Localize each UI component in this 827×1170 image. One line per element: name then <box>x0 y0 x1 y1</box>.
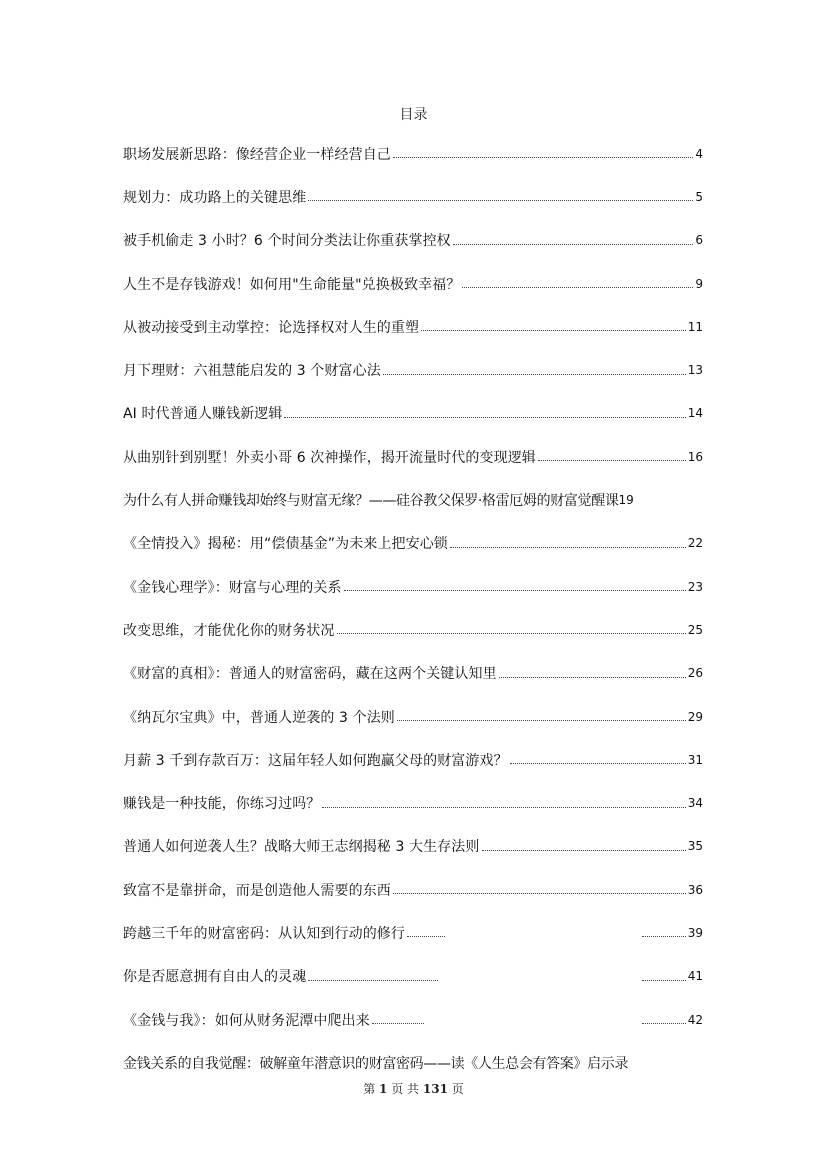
toc-entry[interactable] <box>123 825 703 868</box>
footer-total-pages: 131 <box>422 1082 448 1096</box>
page-footer <box>0 1080 827 1097</box>
toc-entry[interactable] <box>123 652 703 695</box>
toc-entry[interactable] <box>123 522 703 565</box>
toc-entry[interactable] <box>123 305 703 348</box>
toc-entry[interactable] <box>123 435 703 478</box>
toc-dot-leader <box>393 893 686 894</box>
toc-entry-title[interactable]: 赚钱是一种技能，你练习过吗？ <box>123 796 321 813</box>
toc-entry-page: 13 <box>687 363 703 378</box>
toc-entry-title[interactable]: 《纳瓦尔宝典》中，普通人逆袭的 3 个法则 <box>123 709 395 726</box>
toc-dot-leader <box>308 980 438 981</box>
toc-entry[interactable] <box>123 565 703 608</box>
toc-entry-page: 25 <box>687 622 703 637</box>
toc-entry-title[interactable]: 规划力：成功路上的关键思维 <box>123 189 307 206</box>
toc-dot-leader <box>397 720 686 721</box>
toc-entry-title[interactable]: 被手机偷走 3 小时？6 个时间分类法让你重获掌控权 <box>123 233 451 250</box>
toc-dot-leader <box>344 590 686 591</box>
page-title: 目录 <box>399 107 428 123</box>
toc-dot-leader <box>450 547 686 548</box>
toc-entry-title[interactable]: 致富不是靠拼命，而是创造他人需要的东西 <box>123 882 391 899</box>
toc-dot-leader <box>393 157 693 158</box>
toc-entry[interactable] <box>123 262 703 305</box>
toc-entry-title[interactable]: 《金钱心理学》：财富与心理的关系 <box>123 579 342 596</box>
toc-entry-title[interactable]: 你是否愿意拥有自由人的灵魂 <box>123 969 307 986</box>
toc-entry-page: 9 <box>695 276 703 291</box>
toc-entry-page: 35 <box>687 839 703 854</box>
toc-entry[interactable] <box>123 738 703 781</box>
toc-dot-leader <box>642 1023 686 1024</box>
toc-dot-leader <box>308 200 693 201</box>
toc-entry-page: 19 <box>618 493 634 508</box>
toc-entry[interactable] <box>123 1041 703 1084</box>
toc-entry-title[interactable]: 《金钱与我》：如何从财务泥潭中爬出来 <box>123 1012 370 1029</box>
toc-dot-leader <box>462 287 693 288</box>
toc-dot-leader <box>642 980 686 981</box>
footer-current-page: 1 <box>379 1082 388 1096</box>
toc-entry-title[interactable]: 月下理财：六祖慧能启发的 3 个财富心法 <box>123 363 381 380</box>
footer-suffix: 页 <box>451 1082 464 1096</box>
toc-entry-page: 39 <box>687 925 703 940</box>
toc-entry-page: 23 <box>687 579 703 594</box>
toc-dot-leader <box>372 1023 424 1024</box>
toc-dot-leader <box>538 460 686 461</box>
toc-entry[interactable] <box>123 695 703 738</box>
toc-entry-page: 11 <box>687 319 703 334</box>
toc-dot-leader <box>383 374 686 375</box>
toc-entry-page: 41 <box>687 969 703 984</box>
toc-entry[interactable] <box>123 955 703 998</box>
toc-entry[interactable] <box>123 911 703 954</box>
table-of-contents <box>123 132 703 1085</box>
toc-entry-page: 22 <box>687 536 703 551</box>
toc-entry[interactable] <box>123 781 703 824</box>
footer-prefix: 第 <box>363 1082 376 1096</box>
toc-entry-title[interactable]: 人生不是存钱游戏！如何用"生命能量"兑换极致幸福？ <box>123 276 461 293</box>
toc-entry-title[interactable]: 改变思维，才能优化你的财务状况 <box>123 622 335 639</box>
toc-entry-page: 31 <box>687 752 703 767</box>
toc-entry-page: 36 <box>687 882 703 897</box>
toc-entry-title[interactable]: 跨越三千年的财富密码：从认知到行动的修行 <box>123 925 405 942</box>
toc-entry[interactable] <box>123 132 703 175</box>
toc-entry-title[interactable]: 月薪 3 千到存款百万：这届年轻人如何跑赢父母的财富游戏？ <box>123 752 508 769</box>
toc-entry[interactable] <box>123 348 703 391</box>
footer-middle: 页 共 <box>391 1082 420 1096</box>
toc-dot-leader <box>453 244 694 245</box>
toc-entry-page: 6 <box>695 233 703 248</box>
toc-entry-title[interactable]: 从被动接受到主动掌控：论选择权对人生的重塑 <box>123 319 420 336</box>
toc-entry-page: 29 <box>687 709 703 724</box>
toc-dot-leader <box>421 330 686 331</box>
toc-entry-title[interactable]: 《财富的真相》：普通人的财富密码，藏在这两个关键认知里 <box>123 666 497 683</box>
toc-entry-page: 14 <box>687 406 703 421</box>
toc-dot-leader <box>499 677 686 678</box>
toc-entry[interactable] <box>123 392 703 435</box>
toc-entry-page: 42 <box>687 1012 703 1027</box>
toc-dot-leader <box>510 763 686 764</box>
toc-entry-title[interactable]: 职场发展新思路：像经营企业一样经营自己 <box>123 146 391 163</box>
toc-entry-page: 26 <box>687 666 703 681</box>
toc-dot-leader <box>284 417 685 418</box>
toc-dot-leader <box>322 807 685 808</box>
toc-entry-page: 34 <box>687 796 703 811</box>
toc-entry[interactable] <box>123 608 703 651</box>
toc-dot-leader <box>337 633 686 634</box>
toc-entry-title[interactable]: 金钱关系的自我觉醒：破解童年潜意识的财富密码——读《人生总会有答案》启示录 <box>123 1055 629 1072</box>
toc-entry-title[interactable]: AI 时代普通人赚钱新逻辑 <box>123 406 283 423</box>
toc-entry-title[interactable]: 从曲别针到别墅！外卖小哥 6 次神操作，揭开流量时代的变现逻辑 <box>123 449 536 466</box>
toc-entry[interactable] <box>123 175 703 218</box>
toc-entry-page: 4 <box>695 146 703 161</box>
toc-entry-page: 5 <box>695 189 703 204</box>
toc-entry-title[interactable]: 为什么有人拼命赚钱却始终与财富无缘？——硅谷教父保罗·格雷厄姆的财富觉醒课 <box>123 493 619 510</box>
toc-entry[interactable] <box>123 478 703 521</box>
toc-entry[interactable] <box>123 219 703 262</box>
toc-dot-leader <box>642 936 686 937</box>
toc-entry-page: 16 <box>687 449 703 464</box>
toc-entry[interactable] <box>123 868 703 911</box>
toc-entry[interactable] <box>123 998 703 1041</box>
toc-entry-title[interactable]: 普通人如何逆袭人生？战略大师王志纲揭秘 3 大生存法则 <box>123 839 480 856</box>
toc-dot-leader <box>482 850 686 851</box>
toc-entry-title[interactable]: 《全情投入》揭秘：用“偿债基金”为未来上把安心锁 <box>123 536 448 553</box>
toc-dot-leader <box>407 936 445 937</box>
